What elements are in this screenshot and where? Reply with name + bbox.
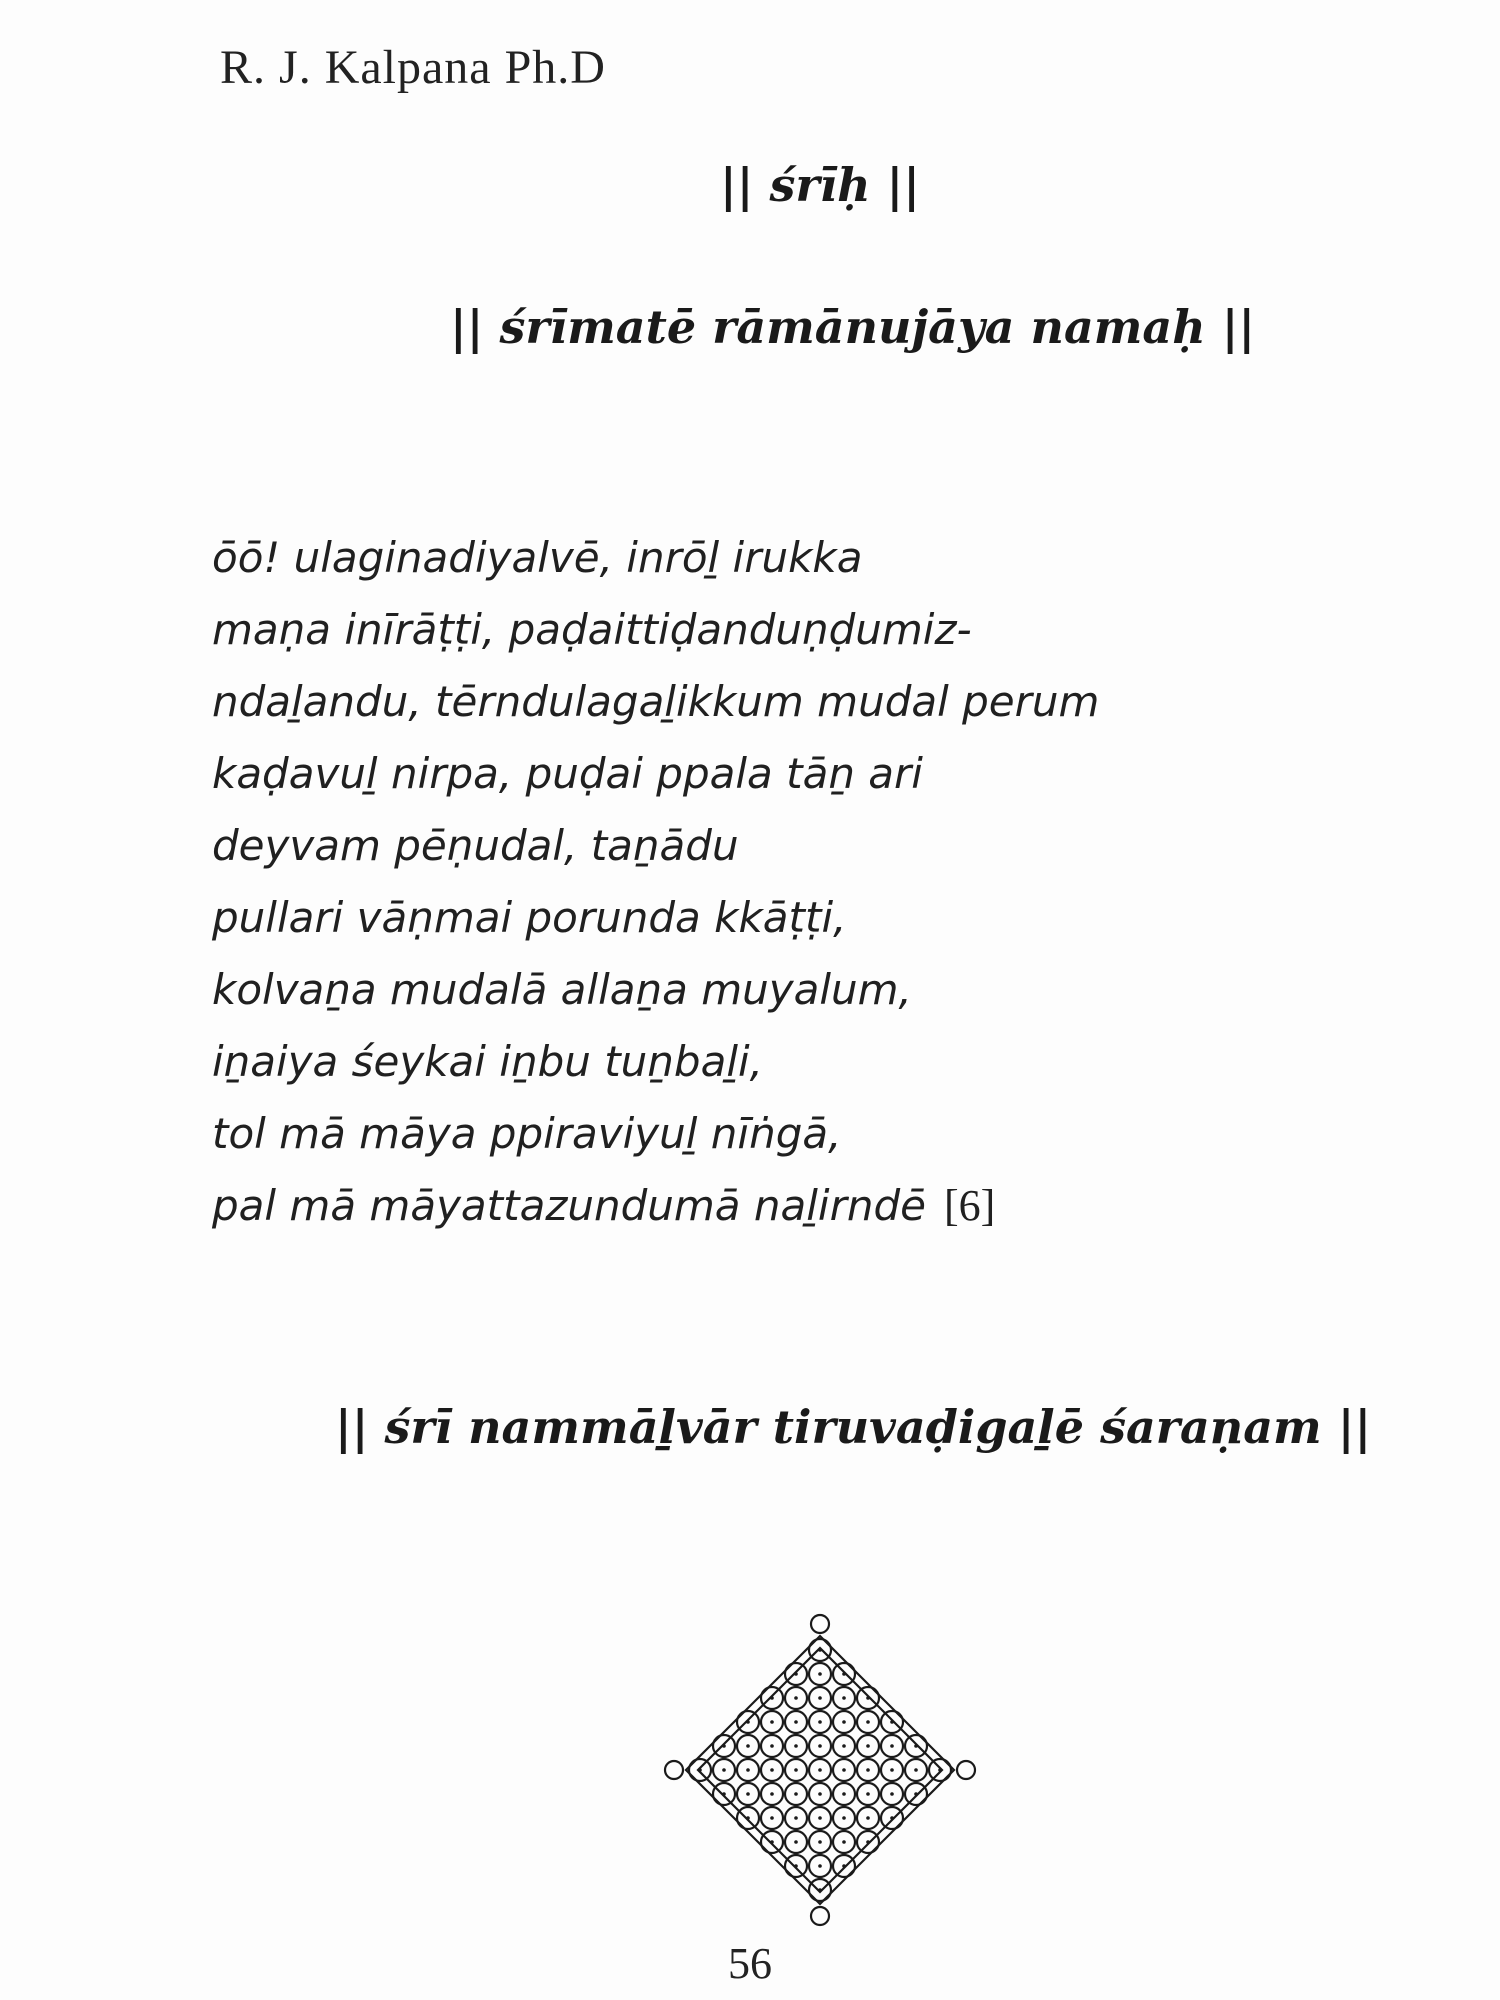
verse-last-line [212, 1170, 1412, 1242]
verse-line: kaḍavuḻ nirpa, puḍai ppala tāṉ ari [212, 749, 923, 798]
verse-line-text: pal mā māyattazundumā naḻirndē [212, 1181, 926, 1230]
kolam-ornament-icon [650, 1600, 990, 1940]
verse-number: [6] [943, 1181, 996, 1230]
page-number: 56 [728, 1939, 772, 1988]
verse-line: maṇa inīrāṭṭi, paḍaittiḍanduṇḍumiz- [212, 605, 972, 654]
verse-line: kolvaṉa mudalā allaṉa muyalum, [212, 965, 912, 1014]
verse-block [212, 522, 1412, 1242]
running-header-author: R. J. Kalpana Ph.D [220, 41, 606, 94]
verse-line: tol mā māya ppiraviyuḻ nīṅgā, [212, 1109, 842, 1158]
invocation-srih: || śrīḥ || [720, 158, 921, 212]
verse-line: ndaḻandu, tērndulagaḻikkum mudal perum [212, 677, 1100, 726]
verse-line: deyvam pēṇudal, taṉādu [212, 821, 739, 870]
verse-line: ōō! ulaginadiyalvē, inrōḻ irukka [212, 533, 863, 582]
verse-line: pullari vāṇmai porunda kkāṭṭi, [212, 893, 847, 942]
invocation-ramanuja: || śrīmatē rāmānujāya namaḥ || [450, 300, 1256, 354]
verse-line: iṉaiya śeykai iṉbu tuṉbaḻi, [212, 1037, 764, 1086]
invocation-nammalvar: || śrī nammāḻvār tiruvaḍigaḻē śaraṇam || [335, 1400, 1372, 1454]
